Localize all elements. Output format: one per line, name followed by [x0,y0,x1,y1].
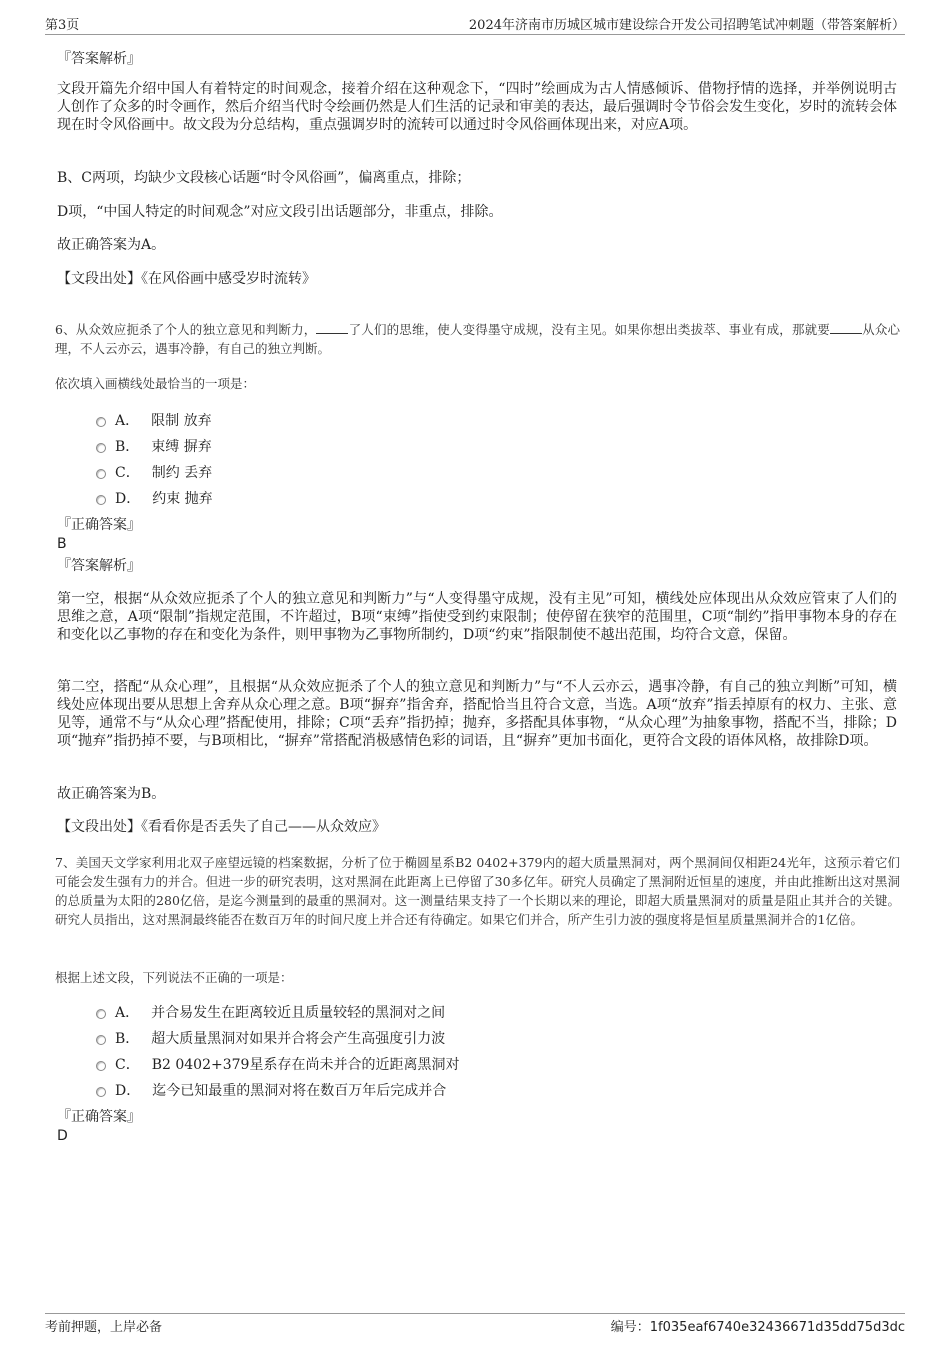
footer-code: 编号：1f035eaf6740e32436671d35dd75d3dc [610,1320,905,1335]
q7-question-text: 7、美国天文学家利用北双子座望远镜的档案数据，分析了位于椭圆星系B2 0402+379内的超大质量黑洞对，两个黑洞间仅相距24光年，这预示着它们可能会发生强有力的并合。但进一步的研究表明，这对黑洞在此距离上已停留了30多亿年。研究人员确定了黑洞附近恒星的速度，并由此推断出这对黑洞的总质量为太阳的280亿倍，是迄今测量到的最重的黑洞对。这一测量结果支持了一个长期以来的理论，即超大质量黑洞对的质量是阻止其并合的关键。研究人员指出，这对黑洞最终能否在数百万年的时间尺度上并合还有待确定。如果它们并合，所产生引力波的强度将是恒星质量黑洞并合的1亿倍。 [55,855,900,927]
q5-analysis-p2: B、C两项，均缺少文段核心话题“时令风俗画”，偏离重点，排除； [57,170,471,186]
q6-analysis-p2: 第二空，搭配“从众心理”，且根据“从众效应扼杀了个人的独立意见和判断力”与“不人云亦云，遇事冷静，有自己的独立判断”可知，横线处应体现出要从思想上舍弃从众心理之意。B项“摒弃”指舍弃，搭配恰当且符合文意，当选。A项“放弃”指丢掉原有的权力、主张、意见等，通常不与“从众心理”搭配使用，排除；C项“丢弃”指扔掉；抛弃，多搭配具体事物，“从众心理”为抽象事物，搭配不当，排除；D项“抛弃”指扔掉不要，与B项相比，“摒弃”常搭配消极感情色彩的词语，且“摒弃”更加书面化，更符合文段的语体风格，故排除D项。 [57,679,897,749]
document-title: 2024年济南市历城区城市建设综合开发公司招聘笔试冲刺题（带答案解析） [468,18,905,33]
radio-icon[interactable] [96,1087,106,1097]
page-footer [45,1313,905,1336]
q6-analysis-label: 『答案解析』 [57,558,141,574]
q6-option-b[interactable]: B． 束缚 摒弃 [96,436,212,456]
q6-answer: B [57,536,67,552]
q6-source: 【文段出处】《看看你是否丢失了自己——从众效应》 [57,819,386,835]
q6-option-a[interactable]: A． 限制 放弃 [96,410,212,430]
q7-option-a[interactable]: A． 并合易发生在距离较近且质量较轻的黑洞对之间 [96,1002,445,1022]
q7-answer: D [57,1128,68,1144]
radio-icon[interactable] [96,443,106,453]
q6-analysis-p1: 第一空，根据“从众效应扼杀了个人的独立意见和判断力”与“人变得墨守成规，没有主见”可知，横线处应体现出从众效应管束了人们的思维之意，A项“限制”指规定范围，不许超过，B项“束缚”指使受到约束限制；使停留在狭窄的范围里，C项“制约”指甲事物本身的存在和变化以乙事物的存在和变化为条件，则甲事物为乙事物所制约，D项“约束”指限制使不越出范围，均符合文意，保留。 [57,591,897,643]
footer-slogan: 考前押题，上岸必备 [45,1320,163,1335]
q7-answer-label: 『正确答案』 [57,1109,141,1125]
radio-icon[interactable] [96,1009,106,1019]
q5-analysis-label: 『答案解析』 [57,51,141,67]
q6-question-text: 6、从众效应扼杀了个人的独立意见和判断力， 了人们的思维，使人变得墨守成规，没有主见。如果你想出类拔萃、事业有成，那就要 从众心理，不人云亦云，遇事冷静，有自己的独立判断。 [55,322,900,356]
blank-2 [830,321,862,334]
q6-analysis-p3: 故正确答案为B。 [57,786,166,802]
q6-prompt: 依次填入画横线处最恰当的一项是： [55,376,256,391]
radio-icon[interactable] [96,1061,106,1071]
q7-option-b[interactable]: B． 超大质量黑洞对如果并合将会产生高强度引力波 [96,1028,445,1048]
q7-option-c[interactable]: C． B2 0402+379星系存在尚未并合的近距离黑洞对 [96,1054,459,1074]
q6-option-d[interactable]: D． 约束 抛弃 [96,488,213,508]
q7-prompt: 根据上述文段，下列说法不正确的一项是： [55,970,293,985]
q5-analysis-p4: 故正确答案为A。 [57,237,166,253]
q6-option-c[interactable]: C． 制约 丢弃 [96,462,212,482]
blank-1 [316,321,348,334]
q5-analysis-p3: D项，“中国人特定的时间观念”对应文段引出话题部分，非重点，排除。 [57,204,503,220]
radio-icon[interactable] [96,495,106,505]
q7-option-d[interactable]: D． 迄今已知最重的黑洞对将在数百万年后完成并合 [96,1080,446,1100]
page-number: 第3页 [45,18,80,33]
q6-answer-label: 『正确答案』 [57,517,141,533]
q5-analysis-p1: 文段开篇先介绍中国人有着特定的时间观念，接着介绍在这种观念下，“四时”绘画成为古人情感倾诉、借物抒情的选择，并举例说明古人创作了众多的时令画作，然后介绍当代时令绘画仍然是人们生活的记录和审美的表达，最后强调时令节俗会发生变化，岁时的流转会体现在时令风俗画中。故文段为分总结构，重点强调岁时的流转可以通过时令风俗画体现出来，对应A项。 [57,81,897,133]
radio-icon[interactable] [96,1035,106,1045]
radio-icon[interactable] [96,469,106,479]
page-header [45,14,905,35]
radio-icon[interactable] [96,417,106,427]
q5-source: 【文段出处】《在风俗画中感受岁时流转》 [57,271,316,287]
